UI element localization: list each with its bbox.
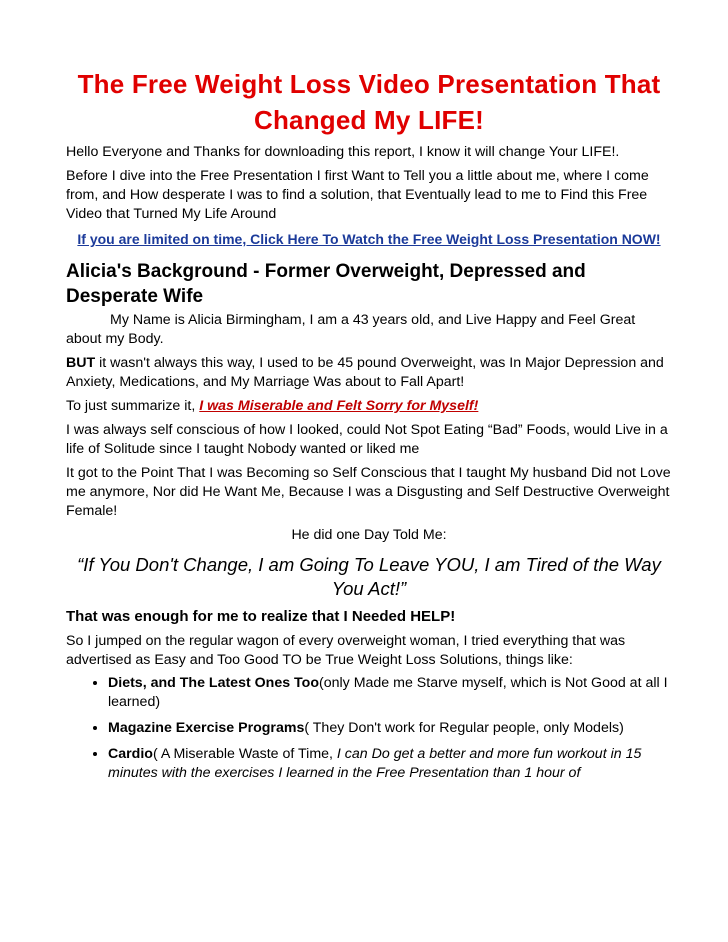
but-rest: it wasn't always this way, I used to be 45 pound Overweight, was In Major Depression and Anxiety, Medications, and My Marriage Was about to Fall Apart! — [66, 355, 664, 390]
list-item-text: ( They Don't work for Regular people, only Models) — [304, 720, 624, 736]
summary-emphasis: I was Miserable and Felt Sorry for Myself! — [199, 398, 479, 414]
but-paragraph — [66, 354, 672, 392]
list-item-bold: Magazine Exercise Programs — [108, 720, 305, 736]
list-item — [108, 719, 672, 738]
list-item-text: (only Made me Starve myself, which is Not Good at all I learned) — [108, 675, 668, 710]
told-me-line: He did one Day Told Me: — [291, 527, 447, 543]
list-item-bold: Cardio — [108, 746, 153, 762]
intro-paragraph-1: Hello Everyone and Thanks for downloading this report, I know it will change Your LIFE!. — [66, 144, 620, 160]
list-item-bold: Diets, and The Latest Ones Too — [108, 675, 320, 691]
summary-paragraph — [66, 397, 672, 416]
list-item-text: ( A Miserable Waste of Time, — [152, 746, 337, 762]
list-item — [108, 745, 672, 783]
needed-help-line: That was enough for me to realize that I Needed HELP! — [66, 608, 456, 625]
watch-presentation-link[interactable]: If you are limited on time, Click Here To Watch the Free Weight Loss Presentation NOW! — [77, 231, 661, 247]
name-paragraph: My Name is Alicia Birmingham, I am a 43 years old, and Live Happy and Feel Great about my Body. — [66, 312, 636, 347]
document-page — [66, 66, 672, 790]
list-item — [108, 674, 672, 712]
page-title: The Free Weight Loss Video Presentation That Changed My LIFE! — [77, 69, 661, 135]
section-heading: Alicia's Background - Former Overweight, Depressed and Desperate Wife — [66, 261, 586, 307]
solutions-list — [66, 674, 672, 783]
list-item-italic: I can Do get a better and more fun workout in 15 minutes with the exercises I learned in the Free Presentation than 1 hour of — [108, 746, 642, 781]
wagon-paragraph: So I jumped on the regular wagon of every overweight woman, I tried everything that was advertised as Easy and Too Good TO be True Weight Loss Solutions, things like: — [66, 633, 626, 668]
point-paragraph: It got to the Point That I was Becoming so Self Conscious that I taught My husband Did not Love me anymore, Nor did He Want Me, Because I was a Disgusting and Self Destructive Overweight Female! — [66, 465, 671, 519]
summary-lead: To just summarize it, — [66, 398, 200, 414]
husband-quote: “If You Don't Change, I am Going To Leave YOU, I am Tired of the Way You Act!” — [77, 554, 661, 599]
self-conscious-paragraph: I was always self conscious of how I looked, could Not Spot Eating “Bad” Foods, would Live in a life of Solitude since I taught Nobody wanted or liked me — [66, 422, 668, 457]
intro-paragraph-2: Before I dive into the Free Presentation I first Want to Tell you a little about me, where I come from, and How desperate I was to find a solution, that Eventually lead to me to Find this Free Video that Turned My Life Around — [66, 168, 649, 222]
but-bold: BUT — [66, 355, 96, 371]
